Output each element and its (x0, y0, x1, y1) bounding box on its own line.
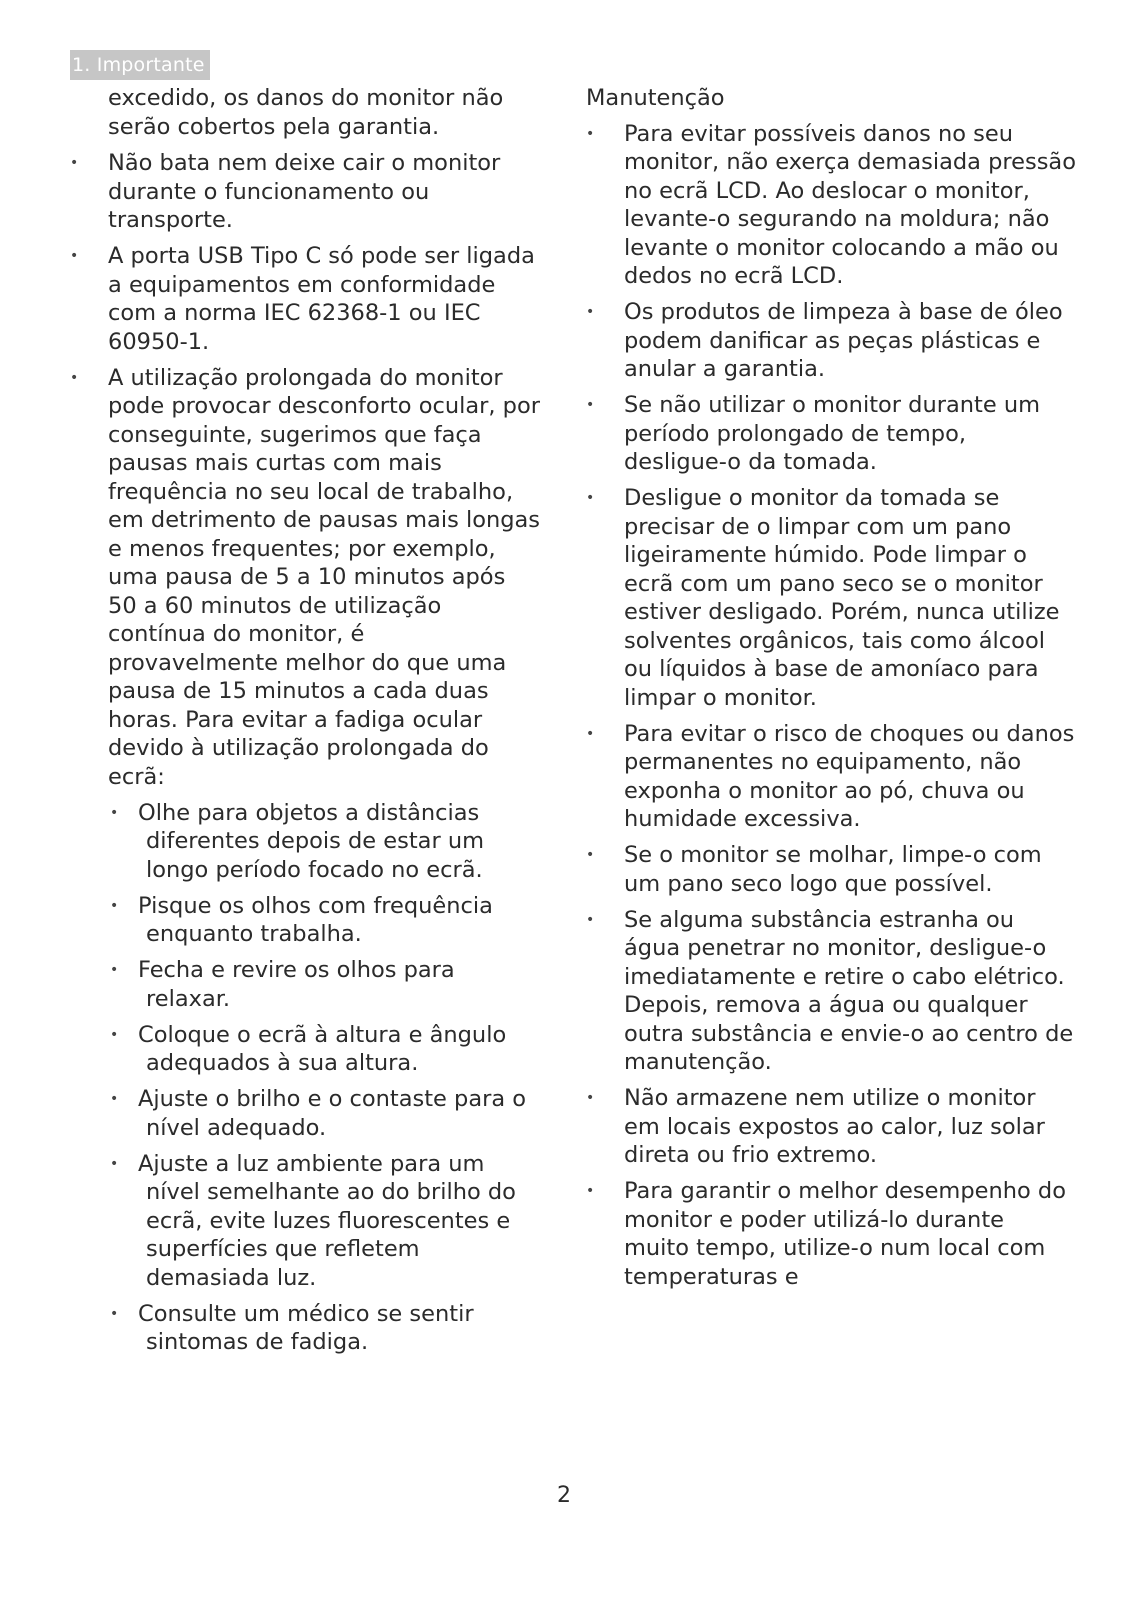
list-item-text: Se o monitor se molhar, limpe-o com um pano seco logo que possível. (624, 842, 1042, 897)
list-item-text: Se alguma substância estranha ou água penetrar no monitor, desligue-o imediatamente e retire o cabo elétrico. Depois, remova a água ou qualquer outra substância e envie-o ao centro de manutenção. (624, 906, 1074, 1075)
list-item-text: Para evitar o risco de choques ou danos permanentes no equipamento, não exponha o monitor ao pó, chuva ou humidade excessiva. (624, 720, 1075, 832)
sub-list-item-text: • Olhe para objetos a distâncias diferentes depois de estar um longo período focado no ecrã. (138, 799, 485, 883)
sub-list-item (70, 1300, 540, 1357)
list-item-text: Se não utilizar o monitor durante um período prolongado de tempo, desligue-o da tomada. (624, 392, 1041, 475)
sub-list-item (70, 892, 540, 949)
list-item (586, 1177, 1076, 1291)
left-bullet-list (70, 149, 540, 1357)
continuation-paragraph: excedido, os danos do monitor não serão cobertos pela garantia. (108, 85, 504, 140)
list-item-text: Para garantir o melhor desempenho do monitor e poder utilizá-lo durante muito tempo, utilize-o num local com temperaturas e (624, 1178, 1066, 1290)
maintenance-heading: Manutenção (586, 85, 725, 111)
list-item-text: A utilização prolongada do monitor pode provocar desconforto ocular, por conseguinte, sugerimos que faça pausas mais curtas com mais frequência no seu local de trabalho, em detrimento de pausas mais longas e menos frequentes; por exemplo, uma pausa de 5 a 10 minutos após 50 a 60 minutos de utilização contínua do monitor, é provavelmente melhor do que uma pausa de 15 minutos a cada duas horas. Para evitar a fadiga ocular devido à utilização prolongada do ecrã: (108, 364, 541, 790)
list-item-text: Os produtos de limpeza à base de óleo podem danificar as peças plásticas e anular a garantia. (624, 299, 1063, 382)
sub-list-item-text: • Pisque os olhos com frequência enquanto trabalha. (138, 892, 493, 947)
sub-list-item (70, 1085, 540, 1142)
page-number: 2 (557, 1483, 571, 1508)
sub-list-item-text: • Fecha e revire os olhos para relaxar. (138, 957, 455, 1012)
section-tab: 1. Importante (70, 50, 210, 80)
left-column (70, 84, 540, 1364)
list-item-text: Não armazene nem utilize o monitor em locais expostos ao calor, luz solar direta ou frio extremo. (624, 1085, 1045, 1168)
sub-list-item-text: • Ajuste a luz ambiente para um nível semelhante ao do brilho do ecrã, evite luzes fluorescentes e superfícies que refletem demasiada luz. (138, 1150, 516, 1291)
right-column (586, 84, 1076, 1299)
sub-list-item (70, 1150, 540, 1293)
list-item-text: A porta USB Tipo C só pode ser ligada a equipamentos em conformidade com a norma IEC 62368-1 ou IEC 60950-1. (108, 243, 535, 355)
sub-list-item-text: • Coloque o ecrã à altura e ângulo adequados à sua altura. (138, 1021, 507, 1076)
sub-list-item (70, 956, 540, 1013)
maintenance-bullet-list (586, 120, 1076, 1292)
list-item (586, 484, 1076, 712)
list-item-text: Desligue o monitor da tomada se precisar de o limpar com um pano ligeiramente húmido. Pode limpar o ecrã com um pano seco se o monitor estiver desligado. Porém, nunca utilize solventes orgânicos, tais como álcool ou líquidos à base de amoníaco para limpar o monitor. (624, 485, 1060, 711)
sub-list-item (70, 799, 540, 885)
sub-list-item-text: • Ajuste o brilho e o contaste para o nível adequado. (138, 1086, 527, 1141)
list-item (586, 391, 1076, 477)
list-item (586, 906, 1076, 1077)
list-item (586, 120, 1076, 291)
list-item (70, 242, 540, 356)
list-item-text: Para evitar possíveis danos no seu monitor, não exerça demasiada pressão no ecrã LCD. Ao deslocar o monitor, levante-o segurando na moldura; não levante o monitor colocando a mão ou dedos no ecrã LCD. (624, 120, 1076, 289)
list-item (586, 720, 1076, 834)
list-item (586, 1084, 1076, 1170)
list-item (70, 364, 540, 1357)
list-item-text: Não bata nem deixe cair o monitor durante o funcionamento ou transporte. (108, 150, 501, 233)
sub-list-item-text: • Consulte um médico se sentir sintomas de fadiga. (138, 1300, 474, 1355)
list-item (586, 841, 1076, 898)
list-item (70, 149, 540, 235)
eye-strain-tips-list (108, 799, 540, 1357)
list-item (586, 298, 1076, 384)
sub-list-item (70, 1021, 540, 1078)
